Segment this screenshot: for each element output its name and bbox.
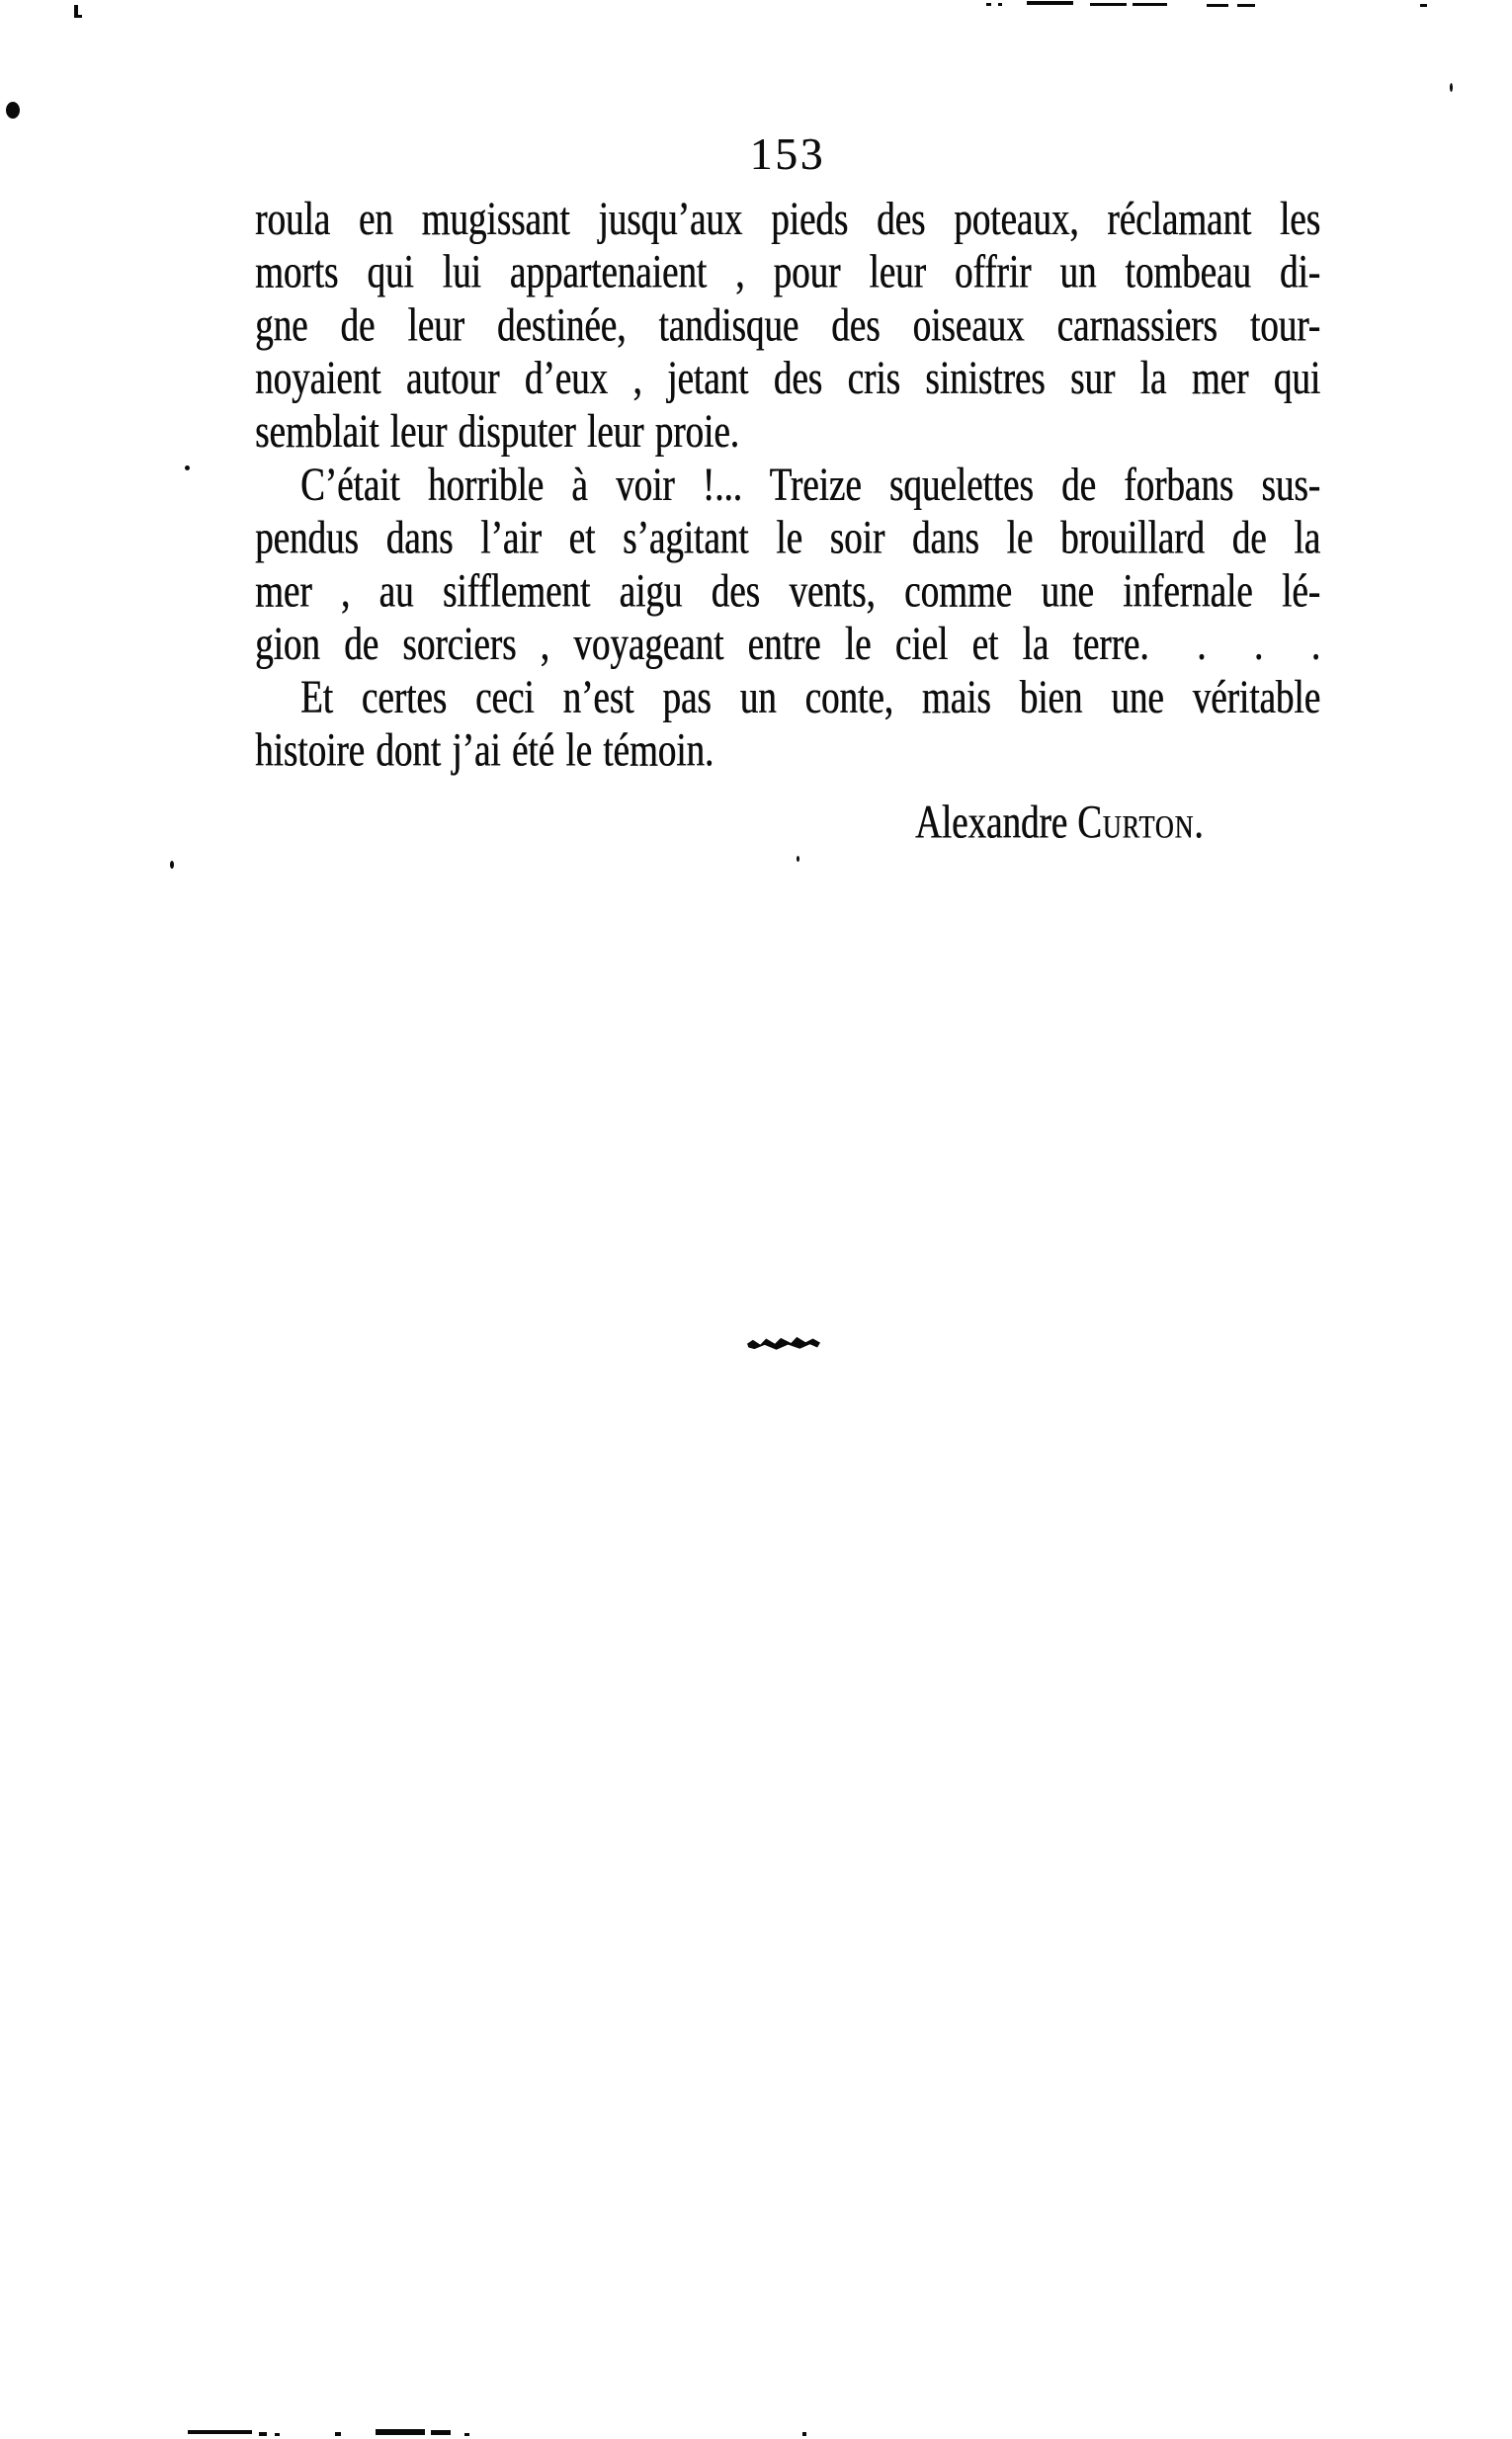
body-text xyxy=(255,194,1320,850)
scan-artifact-blob xyxy=(6,102,20,119)
text-line: morts qui lui appartenaient , pour leur offrir un tombeau di- xyxy=(255,246,1320,299)
scan-artifact-top-dots xyxy=(998,3,1002,6)
signature-given-name: Alexandre xyxy=(915,797,1068,850)
text-line: C’était horrible à voir !... Treize squelettes de forbans sus- xyxy=(300,459,1320,512)
text-line: roula en mugissant jusqu’aux pieds des poteaux, réclamant les xyxy=(255,194,1320,246)
scan-artifact-bottom-dot xyxy=(275,2433,280,2436)
scan-artifact-bottom-line xyxy=(188,2430,252,2434)
scan-artifact-bottom-line xyxy=(376,2429,425,2435)
scan-artifact-speck xyxy=(1450,83,1453,92)
scan-artifact-top-dash xyxy=(1207,4,1228,7)
text-line: gne de leur destinée, tandisque des oiseaux carnassiers tour- xyxy=(255,299,1320,352)
text-line: gion de sorciers , voyageant entre le ciel et la terre. . . . xyxy=(255,619,1320,671)
scan-artifact-speck xyxy=(170,861,174,869)
text-line: histoire dont j’ai été le témoin. xyxy=(255,724,714,778)
text-line: mer , au sifflement aigu des vents, comme une infernale lé- xyxy=(255,565,1320,618)
scan-artifact-bottom-dot xyxy=(802,2432,806,2436)
scan-artifact-top-dash xyxy=(1133,3,1167,6)
text-line: pendus dans l’air et s’agitant le soir dans le brouillard de la xyxy=(255,512,1320,565)
scan-artifact-top-speck xyxy=(1420,4,1427,7)
text-line: noyaient autour d’eux , jetant des cris sinistres sur la mer qui xyxy=(255,353,1320,405)
scan-artifact-dot xyxy=(797,856,799,862)
scan-artifact-top-dots xyxy=(986,3,991,6)
scan-artifact-bottom-dash xyxy=(431,2430,451,2435)
scan-artifact-bottom-dot xyxy=(259,2432,267,2436)
author-signature xyxy=(255,798,1320,851)
scan-artifact-top-dash xyxy=(1090,3,1127,6)
text-line: Et certes ceci n’est pas un conte, mais bien une véritable xyxy=(300,671,1320,724)
ink-smudge xyxy=(747,1335,820,1351)
scan-artifact-top-line xyxy=(1027,1,1073,5)
text-line: semblait leur disputer leur proie. xyxy=(255,406,739,459)
scan-artifact-bottom-dot xyxy=(464,2433,469,2436)
signature-family-name: Curton. xyxy=(1077,797,1205,850)
page-number: 153 xyxy=(749,129,826,179)
scan-artifact-top-dash xyxy=(1237,4,1255,7)
scan-artifact-bottom-dot xyxy=(335,2432,341,2436)
scan-artifact-dot xyxy=(185,465,190,470)
scan-artifact-speck xyxy=(74,15,82,18)
